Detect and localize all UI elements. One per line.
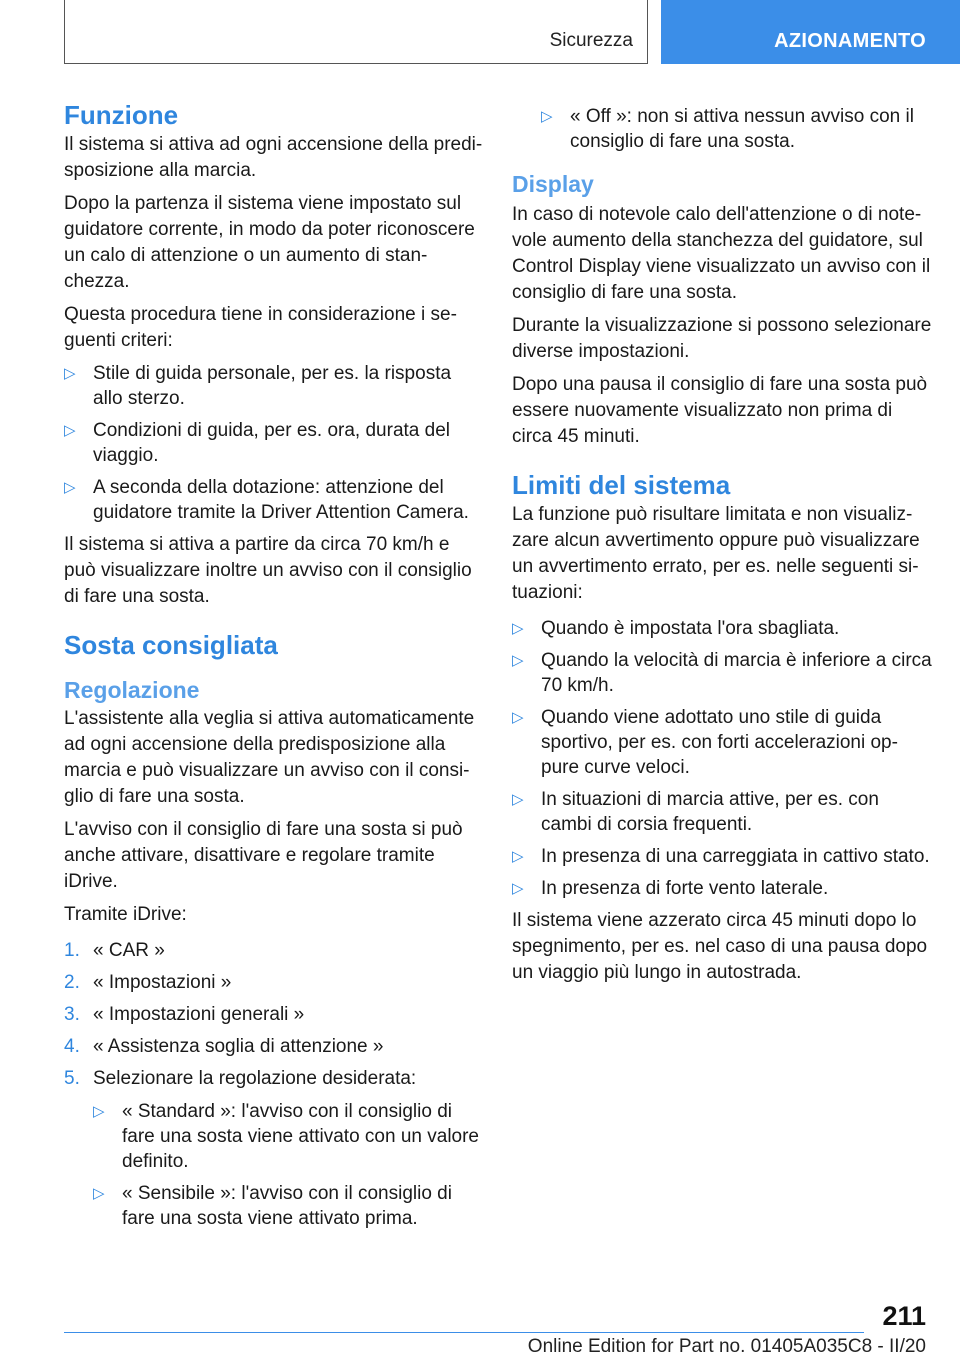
step-item: 3. « Impostazioni generali » (64, 1004, 305, 1025)
list-item: ▷ Condizioni di guida, per es. ora, durata del viaggio. (64, 420, 451, 466)
heading-display: Display (512, 171, 594, 197)
triangle-bullet-icon: ▷ (64, 422, 76, 439)
list-item: ▷ « Off »: non si attiva nessun avviso con il consiglio di fare una sosta. (541, 106, 914, 152)
paragraph: Dopo una pausa il consiglio di fare una sosta può essere nuovamente visualizzato non prima di circa 45 minuti. (512, 374, 928, 447)
list-item: ▷ A seconda della dotazione: attenzione del guidatore tramite la Driver Attention Camera. (64, 477, 469, 523)
step-item: 5. Selezionare la regolazione desiderata: ▷ « Standard »: l'avviso con il consiglio di fare una sosta viene attivato con un valore definito. ▷ « Sensibile »: l'avviso con il consiglio di fare una sosta viene attivato prima. (64, 1066, 484, 1231)
list-item: ▷ Quando è impostata l'ora sbagliata. (512, 618, 840, 639)
paragraph: Il sistema viene azzerato circa 45 minuti dopo lo spegnimento, per es. nel caso di una pausa dopo un viaggio più lungo in autostrada. (512, 910, 928, 983)
chapter-title: AZIONAMENTO (774, 30, 926, 52)
left-column (64, 98, 484, 1238)
triangle-bullet-icon: ▷ (64, 479, 76, 496)
triangle-bullet-icon: ▷ (512, 791, 524, 808)
list-item: ▷ Quando viene adottato uno stile di guida sportivo, per es. con forti accelerazioni op-pure curve veloci. (512, 707, 898, 778)
paragraph: Questa procedura tiene in considerazione i se-guenti criteri: (64, 304, 457, 351)
triangle-bullet-icon: ▷ (512, 709, 524, 726)
list-item: ▷ In presenza di forte vento laterale. (512, 878, 829, 899)
triangle-bullet-icon: ▷ (512, 848, 524, 865)
right-column (512, 104, 932, 993)
options-list-continued (541, 104, 932, 154)
step-item: 1. « CAR » (64, 940, 165, 961)
page-number: 211 (882, 1301, 926, 1331)
list-item: ▷ « Standard »: l'avviso con il consiglio di fare una sosta viene attivato con un valore definito. (93, 1101, 480, 1172)
options-list (93, 1099, 484, 1231)
list-item: ▷ Quando la velocità di marcia è inferiore a circa 70 km/h. (512, 650, 932, 696)
triangle-bullet-icon: ▷ (512, 620, 524, 637)
triangle-bullet-icon: ▷ (512, 880, 524, 897)
header-section-box (64, 0, 648, 64)
paragraph: Dopo la partenza il sistema viene impostato sul guidatore corrente, in modo da poter riconoscere un calo di attenzione o un aumento di stan-chezza. (64, 193, 475, 292)
paragraph: La funzione può risultare limitata e non visualiz-zare alcun avvertimento oppure può visualizzare un avvertimento errato, per es. nelle seguenti si-tuazioni: (512, 504, 920, 603)
triangle-bullet-icon: ▷ (512, 652, 524, 669)
footer-edition: Online Edition for Part no. 01405A035C8 - II/20 (527, 1336, 926, 1357)
heading-regolazione: Regolazione (64, 677, 200, 703)
list-item: ▷ Stile di guida personale, per es. la risposta allo sterzo. (64, 363, 452, 409)
steps-list (64, 938, 484, 1231)
footer-divider (64, 1332, 864, 1333)
paragraph: L'assistente alla veglia si attiva automaticamente ad ogni accensione della predisposizione alla marcia e può visualizzare un avviso con il consi-glio di fare una sosta. (64, 708, 475, 807)
paragraph: Tramite iDrive: (64, 904, 187, 925)
heading-limiti-del-sistema: Limiti del sistema (512, 470, 731, 500)
step-number: 5. (64, 1068, 80, 1089)
paragraph: In caso di notevole calo dell'attenzione o di note-vole aumento della stanchezza del guidatore, sul Control Display viene visualizzato un avviso con il consiglio di fare una sosta. (512, 204, 931, 303)
step-number: 4. (64, 1036, 80, 1057)
list-item: ▷ « Sensibile »: l'avviso con il consiglio di fare una sosta viene attivato prima. (93, 1183, 452, 1229)
heading-funzione: Funzione (64, 100, 179, 130)
triangle-bullet-icon: ▷ (93, 1103, 105, 1120)
step-number: 3. (64, 1004, 80, 1025)
criteria-list (64, 361, 484, 525)
heading-sosta-consigliata: Sosta consigliata (64, 630, 278, 660)
triangle-bullet-icon: ▷ (64, 365, 76, 382)
section-title: Sicurezza (549, 30, 633, 51)
paragraph: Il sistema si attiva ad ogni accensione della predi-sposizione alla marcia. (64, 134, 483, 181)
triangle-bullet-icon: ▷ (93, 1185, 105, 1202)
list-item: ▷ In presenza di una carreggiata in cattivo stato. (512, 846, 930, 867)
step-number: 2. (64, 972, 80, 993)
list-item: ▷ In situazioni di marcia attive, per es. con cambi di corsia frequenti. (512, 789, 879, 835)
triangle-bullet-icon: ▷ (541, 108, 553, 125)
step-item: 2. « Impostazioni » (64, 972, 232, 993)
header-chapter-tab (661, 0, 960, 64)
paragraph: L'avviso con il consiglio di fare una sosta si può anche attivare, disattivare e regolare tramite iDrive. (64, 819, 463, 892)
paragraph: Durante la visualizzazione si possono selezionare diverse impostazioni. (512, 315, 932, 362)
limits-list (512, 616, 932, 901)
paragraph: Il sistema si attiva a partire da circa 70 km/h e può visualizzare inoltre un avviso con il consiglio di fare una sosta. (64, 534, 472, 607)
step-number: 1. (64, 940, 80, 961)
step-item: 4. « Assistenza soglia di attenzione » (64, 1036, 384, 1057)
